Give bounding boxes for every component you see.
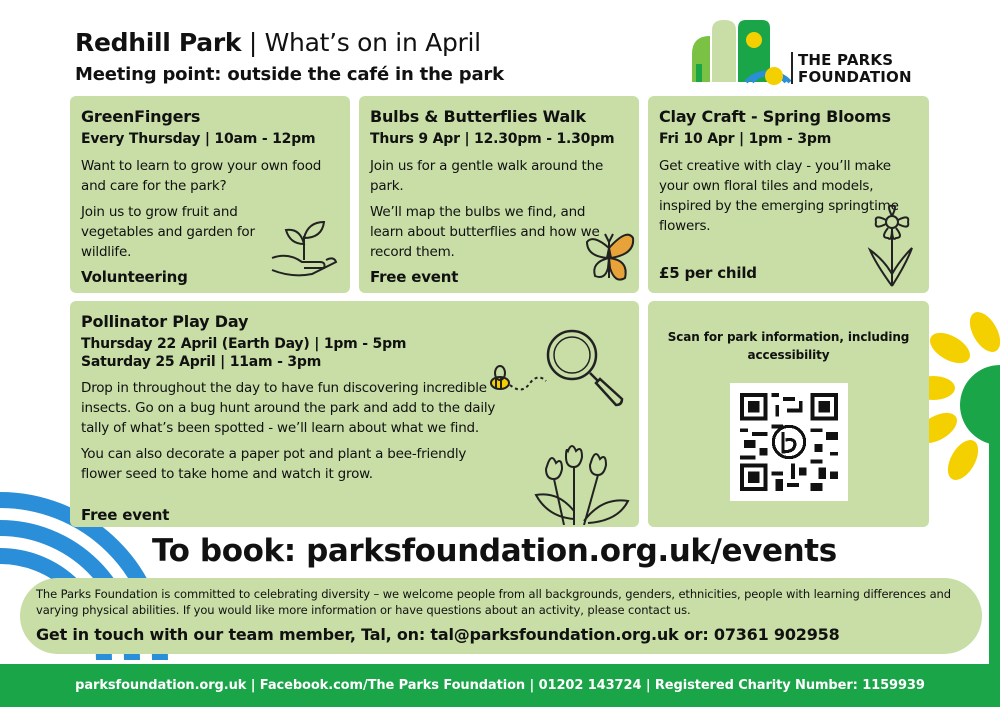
event-time: Thursday 22 April (Earth Day) | 1pm - 5pm: [81, 336, 407, 352]
info-box: [20, 578, 982, 654]
daffodil-icon: [866, 204, 918, 288]
event-time: Every Thursday | 10am - 12pm: [81, 131, 316, 147]
event-description: Want to learn to grow your own food and care for the park?: [81, 158, 322, 194]
contact-details[interactable]: Get in touch with our team member, Tal, on: tal@parksfoundation.org.uk or: 07361 902958: [36, 625, 840, 644]
event-tag: Volunteering: [81, 268, 188, 286]
event-description: Join us to grow fruit and vegetables and garden for wildlife.: [81, 204, 255, 260]
event-tag: £5 per child: [659, 264, 757, 282]
magnifying-glass-icon: [542, 325, 626, 409]
butterfly-icon: [583, 228, 635, 284]
event-time: Thurs 9 Apr | 12.30pm - 1.30pm: [370, 131, 615, 147]
page-title: [75, 28, 481, 57]
logo-line-1: THE PARKS: [798, 51, 894, 69]
event-card-clay-craft: [648, 96, 929, 293]
qr-caption: Scan for park information, including accessibility: [667, 330, 910, 362]
qr-code[interactable]: [730, 383, 848, 501]
booking-link[interactable]: To book: parksfoundation.org.uk/events: [152, 533, 837, 569]
qr-info-card: [648, 301, 929, 527]
event-title: GreenFingers: [81, 107, 201, 126]
diversity-statement: The Parks Foundation is committed to celebrating diversity – we welcome people from all backgrounds, genders, ethnicities, people with learning differences and varying physical abilities. If you would like more information or have questions about an activity, please contact us.: [36, 587, 951, 617]
event-time: Fri 10 Apr | 1pm - 3pm: [659, 131, 832, 147]
page-title-park: Redhill Park: [75, 28, 242, 57]
event-description: Join us for a gentle walk around the park.: [370, 158, 604, 194]
event-title: Bulbs & Butterflies Walk: [370, 107, 586, 126]
event-card-greenfingers: [70, 96, 350, 293]
event-title: Clay Craft - Spring Blooms: [659, 107, 891, 126]
tulips-icon: [528, 441, 636, 525]
meeting-point: Meeting point: outside the café in the park: [75, 64, 504, 85]
logo-line-2: FOUNDATION: [798, 68, 912, 86]
event-description: We’ll map the bulbs we find, and learn about butterflies and how we record them.: [370, 204, 600, 260]
logo-divider: [791, 52, 793, 84]
event-card-pollinator-play-day: [70, 301, 639, 527]
event-tag: Free event: [81, 506, 170, 524]
event-card-bulbs-butterflies: [359, 96, 639, 293]
bee-icon: [488, 361, 550, 401]
qr-code-pattern: [740, 393, 838, 491]
event-description: You can also decorate a paper pot and plant a bee-friendly flower seed to take home and watch it grow.: [81, 446, 467, 482]
seedling-in-hand-icon: [268, 218, 340, 280]
event-description: Get creative with clay - you’ll make your own floral tiles and models, inspired by the emerging springtime flowers.: [659, 158, 899, 234]
event-description: Drop in throughout the day to have fun discovering incredible insects. Go on a bug hunt around the park and add to the daily tally of what’s been spotted - we’ll learn about what we find.: [81, 380, 496, 436]
event-title: Pollinator Play Day: [81, 312, 249, 331]
page-title-month: | What’s on in April: [241, 28, 481, 57]
logo-wordmark: [798, 52, 912, 86]
event-tag: Free event: [370, 268, 459, 286]
event-time: Saturday 25 April | 11am - 3pm: [81, 354, 322, 370]
footer-bar: parksfoundation.org.uk | Facebook.com/The Parks Foundation | 01202 143724 | Registered Charity Number: 1159939: [0, 664, 1000, 707]
